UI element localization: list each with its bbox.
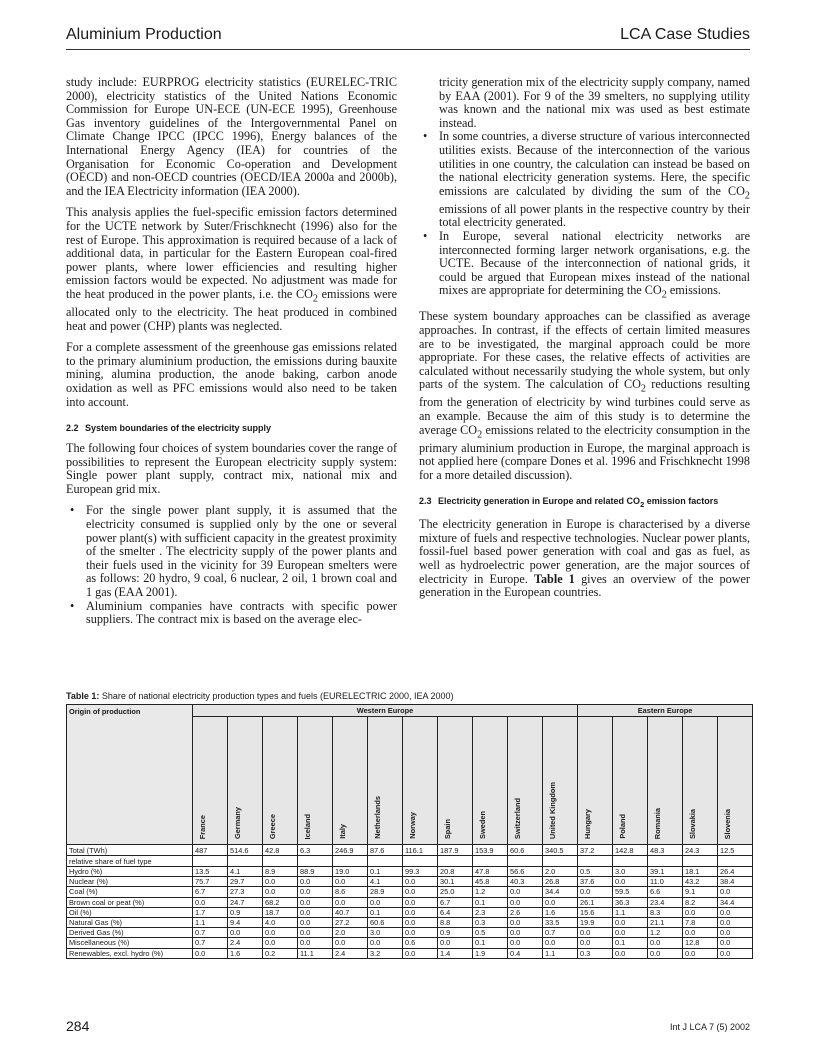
header-left-title: Aluminium Production: [66, 26, 222, 43]
table-cell: [613, 856, 648, 867]
paragraph: The electricity generation in Europe is characterised by a diverse mixture of fuels and respective technologies. Nuclear power plants, fossil-fuel based power generation with coal and gas as fuel, as well as hydroelectric power generation, are the major sources of electricity in Europe. Table 1 gives an overview of the power generation in the European countries.: [419, 517, 750, 600]
table-row: [67, 856, 753, 867]
list-item: • In Europe, several national electricity networks are interconnected forming larger network organisations, e.g. the UCTE. Because of the interconnection of national grids, it could be argued that European mixes instead of the national mixes are appropriate for determining the $CO_2$ emissions.: [419, 230, 750, 302]
table-row: [67, 948, 753, 958]
country-header: Switzerland: [508, 717, 543, 845]
table-row: [67, 877, 753, 887]
country-header: Italy: [333, 717, 368, 845]
country-header: Hungary: [578, 717, 613, 845]
table-cell: 59.5: [613, 887, 648, 897]
table-cell: 26.8: [543, 877, 578, 887]
region-eastern-europe: Eastern Europe: [578, 705, 753, 717]
table-cell: [683, 856, 718, 867]
right-column: [419, 76, 750, 608]
table-cell: 0.0: [543, 938, 578, 948]
country-header: Sweden: [473, 717, 508, 845]
table-cell: 0.0: [403, 897, 438, 907]
table-cell: 0.0: [403, 917, 438, 927]
table-row: [67, 897, 753, 907]
country-header: Netherlands: [368, 717, 403, 845]
table-cell: 60.6: [508, 845, 543, 856]
table-cell: 43.2: [683, 877, 718, 887]
table-cell: 0.7: [193, 938, 228, 948]
origin-header: Origin of production: [67, 705, 193, 845]
table-cell: 9.4: [228, 917, 263, 927]
section-heading: 2.3 Electricity generation in Europe and related $CO_2$ emission factors: [419, 496, 719, 510]
table-cell: 99.3: [403, 867, 438, 877]
table-cell: 1.6: [543, 907, 578, 917]
country-header: Poland: [613, 717, 648, 845]
table-cell: 340.5: [543, 845, 578, 856]
table-cell: 6.3: [298, 845, 333, 856]
table-cell: 0.0: [578, 928, 613, 938]
table-row: [67, 917, 753, 927]
table-1: [66, 690, 752, 959]
row-label: relative share of fuel type: [67, 856, 193, 867]
table-cell: [228, 856, 263, 867]
table-cell: 0.0: [683, 928, 718, 938]
table-cell: 0.0: [648, 948, 683, 958]
row-label: Miscellaneous (%): [67, 938, 193, 948]
table-cell: 11.0: [648, 877, 683, 887]
table-cell: 40.7: [333, 907, 368, 917]
country-header: Slovakia: [683, 717, 718, 845]
table-cell: 1.4: [438, 948, 473, 958]
table-cell: 0.7: [193, 928, 228, 938]
table-cell: 0.0: [298, 907, 333, 917]
table-cell: 0.0: [263, 877, 298, 887]
table-cell: 1.7: [193, 907, 228, 917]
table-cell: 7.8: [683, 917, 718, 927]
table-cell: [578, 856, 613, 867]
table-cell: 0.0: [298, 928, 333, 938]
table-cell: 19.0: [333, 867, 368, 877]
table-cell: 3.0: [613, 867, 648, 877]
table-cell: 2.6: [508, 907, 543, 917]
table-cell: 0.0: [508, 928, 543, 938]
table-cell: 19.9: [578, 917, 613, 927]
table-cell: 24.3: [683, 845, 718, 856]
table-cell: 1.1: [543, 948, 578, 958]
table-cell: 27.3: [228, 887, 263, 897]
table-cell: 2.3: [473, 907, 508, 917]
table-cell: 0.0: [508, 897, 543, 907]
table-cell: 0.0: [298, 877, 333, 887]
table-cell: 0.0: [298, 897, 333, 907]
table-cell: 142.8: [613, 845, 648, 856]
table-cell: 48.3: [648, 845, 683, 856]
table-cell: 0.1: [613, 938, 648, 948]
table-row: [67, 907, 753, 917]
table-cell: 153.9: [473, 845, 508, 856]
table-cell: 18.1: [683, 867, 718, 877]
table-cell: 20.8: [438, 867, 473, 877]
table-cell: 26.1: [578, 897, 613, 907]
table-cell: 68.2: [263, 897, 298, 907]
table-cell: 37.6: [578, 877, 613, 887]
table-cell: 0.0: [368, 938, 403, 948]
table-cell: 0.2: [263, 948, 298, 958]
table-cell: 75.7: [193, 877, 228, 887]
paragraph: This analysis applies the fuel-specific emission factors determined for the UCTE network by Suter/Frischknecht (1996) also for the rest of Europe. This approximation is required because of a lack of additional data, in particular for the Eastern European coal-fired power plants, where lower efficiencies and resulting higher emission factors would be expected. No adjustment was made for the heat produced in the power plants, i.e. the $CO_2$ emissions were allocated only to the electricity. The heat produced in combined heat and power (CHP) plants was neglected.: [66, 205, 397, 333]
list-item: • Aluminium companies have contracts with specific power suppliers. The contract mix is based on the average elec-: [66, 600, 397, 627]
table-cell: 0.0: [403, 928, 438, 938]
table-cell: 34.4: [543, 887, 578, 897]
table-cell: 0.0: [683, 948, 718, 958]
left-column: [66, 76, 397, 635]
table-cell: [298, 856, 333, 867]
region-western-europe: Western Europe: [193, 705, 578, 717]
table-cell: 9.1: [683, 887, 718, 897]
table-cell: 4.1: [228, 867, 263, 877]
table-cell: 15.6: [578, 907, 613, 917]
table-cell: 29.7: [228, 877, 263, 887]
table-cell: 0.0: [263, 887, 298, 897]
country-header: Germany: [228, 717, 263, 845]
table-cell: 37.2: [578, 845, 613, 856]
table-cell: 0.0: [403, 907, 438, 917]
table-cell: [508, 856, 543, 867]
row-label: Renewables, excl. hydro (%): [67, 948, 193, 958]
table-cell: 0.0: [403, 877, 438, 887]
table-cell: 3.0: [368, 928, 403, 938]
table-cell: 6.7: [193, 887, 228, 897]
table-cell: 56.6: [508, 867, 543, 877]
paragraph: These system boundary approaches can be classified as average approaches. In contrast, if the effects of certain limited measures are to be investigated, the marginal approach could be more appropriate. For these cases, the relative effects of activities are calculated without necessarily studying the whole system, but only parts of the system. The calculation of $CO_2$ reductions resulting from the generation of electricity by wind turbines could serve as an example. Because the aim of this study is to determine the average $CO_2$ emissions related to the electricity consumption in the primary aluminium production in Europe, the marginal approach is not applied here (compare Dones et al. 1996 and Frischknecht 1998 for a more detailed discussion).: [419, 309, 750, 482]
table-cell: 2.0: [543, 867, 578, 877]
page-number: 284: [66, 1018, 90, 1034]
table-cell: [193, 856, 228, 867]
table-cell: 0.0: [298, 917, 333, 927]
table-cell: 30.1: [438, 877, 473, 887]
table-cell: 1.1: [193, 917, 228, 927]
table-cell: 0.0: [263, 938, 298, 948]
table-cell: 0.0: [648, 938, 683, 948]
table-cell: 487: [193, 845, 228, 856]
table-cell: 0.6: [403, 938, 438, 948]
row-label: Derived Gas (%): [67, 928, 193, 938]
table-cell: 0.0: [613, 948, 648, 958]
table-cell: 0.1: [368, 907, 403, 917]
table-cell: 45.8: [473, 877, 508, 887]
journal-citation: Int J LCA 7 (5) 2002: [669, 1022, 750, 1032]
table-cell: 60.6: [368, 917, 403, 927]
table-cell: 33.5: [543, 917, 578, 927]
electricity-share-table: [66, 704, 753, 959]
table-row: [67, 867, 753, 877]
table-cell: 0.5: [473, 928, 508, 938]
country-header: United Kingdom: [543, 717, 578, 845]
country-header: Spain: [438, 717, 473, 845]
paragraph: tricity generation mix of the electricity supply company, named by EAA (2001). For 9 of the 39 smelters, no supplying utility was known and the national mix was used as best estimate instead.: [439, 75, 750, 130]
table-cell: 514.6: [228, 845, 263, 856]
table-cell: [543, 856, 578, 867]
page-footer: [66, 1018, 750, 1034]
table-cell: 0.0: [298, 938, 333, 948]
list-item: • In some countries, a diverse structure of various interconnected utilities exists. Because of the interconnection of the various utilities in one country, the calculation can instead be based on the national electricity generation systems. Here, the specific emissions are calculated by dividing the sum of the $CO_2$ emissions of all power plants in the respective country by their total electricity generated.: [419, 130, 750, 230]
table-cell: 8.3: [648, 907, 683, 917]
table-cell: 6.7: [438, 897, 473, 907]
table-cell: 24.7: [228, 897, 263, 907]
row-label: Brown coal or peat (%): [67, 897, 193, 907]
table-cell: [263, 856, 298, 867]
section-heading: 2.2 System boundaries of the electricity supply: [66, 423, 272, 434]
table-cell: 0.9: [438, 928, 473, 938]
table-cell: 21.1: [648, 917, 683, 927]
table-cell: 0.0: [718, 907, 753, 917]
table-cell: 1.2: [473, 887, 508, 897]
table-cell: 1.6: [228, 948, 263, 958]
row-label: Total (TWh): [67, 845, 193, 856]
list-item: • For the single power plant supply, it is assumed that the electricity consumed is supplied only by the one or several power plant(s) with sufficient capacity in the greatest proximity of the smelter . The electricity supply of the power plants and their fuels used in the vicinity for 39 European smelters were as follows: 20 hydro, 9 coal, 6 nuclear, 2 oil, 1 brown coal and 1 gas (EAA 2001).: [66, 504, 397, 599]
table-caption: Table 1: Share of national electricity production types and fuels (EURELECTRIC 2000, IEA 2000): [66, 691, 454, 701]
table-cell: 2.4: [228, 938, 263, 948]
table-row: [67, 845, 753, 856]
table-cell: 0.0: [718, 928, 753, 938]
table-cell: 6.4: [438, 907, 473, 917]
table-row: [67, 928, 753, 938]
row-label: Natural Gas (%): [67, 917, 193, 927]
table-cell: 0.0: [718, 887, 753, 897]
table-row: [67, 938, 753, 948]
table-cell: 40.3: [508, 877, 543, 887]
country-header: France: [193, 717, 228, 845]
table-cell: 0.7: [543, 928, 578, 938]
table-cell: 8.9: [263, 867, 298, 877]
table-cell: 0.0: [193, 897, 228, 907]
table-cell: 12.8: [683, 938, 718, 948]
row-label: Coal (%): [67, 887, 193, 897]
table-cell: 0.4: [508, 948, 543, 958]
bullet-list: [66, 504, 397, 626]
country-header: Greece: [263, 717, 298, 845]
table-cell: 0.0: [193, 948, 228, 958]
country-header: Norway: [403, 717, 438, 845]
table-cell: 8.6: [333, 887, 368, 897]
table-cell: 1.9: [473, 948, 508, 958]
table-cell: 6.6: [648, 887, 683, 897]
table-cell: [473, 856, 508, 867]
paragraph: For a complete assessment of the greenhouse gas emissions related to the primary aluminium production, the emissions during bauxite mining, alumina production, the anode baking, carbon anode oxidation as well as PFC emissions would also need to be taken into account.: [66, 340, 397, 409]
table-cell: 0.0: [403, 887, 438, 897]
table-cell: 0.0: [508, 917, 543, 927]
table-cell: 27.2: [333, 917, 368, 927]
table-cell: 8.8: [438, 917, 473, 927]
table-row: [67, 887, 753, 897]
table-cell: 28.9: [368, 887, 403, 897]
table-cell: 0.0: [613, 877, 648, 887]
table-cell: 87.6: [368, 845, 403, 856]
table-cell: 0.0: [718, 917, 753, 927]
row-label: Nuclear (%): [67, 877, 193, 887]
table-cell: 11.1: [298, 948, 333, 958]
table-cell: 187.9: [438, 845, 473, 856]
table-cell: [403, 856, 438, 867]
table-cell: 0.0: [718, 938, 753, 948]
table-cell: 38.4: [718, 877, 753, 887]
table-cell: 0.0: [613, 917, 648, 927]
table-cell: 3.2: [368, 948, 403, 958]
table-cell: 0.0: [613, 928, 648, 938]
table-cell: 0.0: [403, 948, 438, 958]
table-cell: 4.0: [263, 917, 298, 927]
table-cell: [718, 856, 753, 867]
table-cell: 246.9: [333, 845, 368, 856]
table-cell: 0.0: [333, 938, 368, 948]
table-cell: 88.9: [298, 867, 333, 877]
table-cell: 18.7: [263, 907, 298, 917]
table-cell: 0.0: [543, 897, 578, 907]
table-cell: 23.4: [648, 897, 683, 907]
country-header: Slovenia: [718, 717, 753, 845]
row-label: Oil (%): [67, 907, 193, 917]
table-cell: 0.0: [228, 928, 263, 938]
paragraph: study include: EURPROG electricity statistics (EURELEC-TRIC 2000), electricity statistics of the United Nations Economic Commission for Europe UN-ECE (UN-ECE 1995), Greenhouse Gas inventory guidelines of the Intergovernmental Panel on Climate Change IPCC (IPCC 1996), Energy balances of the International Energy Agency (IEA) for countries of the Organisation for Economic Co-operation and Development (OECD) and non-OECD countries (OECD/IEA 2000a and 2000b), and the IEA Electricity information (IEA 2000).: [66, 75, 397, 198]
header-right-title: LCA Case Studies: [620, 26, 750, 43]
country-header: Romania: [648, 717, 683, 845]
table-cell: 36.3: [613, 897, 648, 907]
table-cell: 0.3: [578, 948, 613, 958]
table-cell: 39.1: [648, 867, 683, 877]
table-cell: 1.1: [613, 907, 648, 917]
table-cell: 0.1: [473, 938, 508, 948]
table-cell: 0.5: [578, 867, 613, 877]
table-cell: 0.9: [228, 907, 263, 917]
table-cell: 0.0: [298, 887, 333, 897]
table-cell: 0.0: [368, 897, 403, 907]
table-cell: 116.1: [403, 845, 438, 856]
table-cell: 0.0: [718, 948, 753, 958]
table-cell: 0.0: [578, 938, 613, 948]
table-cell: 1.2: [648, 928, 683, 938]
table-cell: 42.8: [263, 845, 298, 856]
table-cell: 0.3: [473, 917, 508, 927]
table-cell: 0.0: [263, 928, 298, 938]
table-cell: 0.0: [438, 938, 473, 948]
country-header: Iceland: [298, 717, 333, 845]
table-cell: 0.0: [508, 938, 543, 948]
table-cell: 8.2: [683, 897, 718, 907]
table-cell: 25.0: [438, 887, 473, 897]
paragraph: The following four choices of system boundaries cover the range of possibilities to represent the European electricity supply system: Single power plant supply, contract mix, national mix and European grid mix.: [66, 441, 397, 496]
table-cell: 13.5: [193, 867, 228, 877]
table-cell: 34.4: [718, 897, 753, 907]
table-cell: 2.0: [333, 928, 368, 938]
running-header: [66, 24, 750, 50]
row-label: Hydro (%): [67, 867, 193, 877]
table-cell: 0.0: [508, 887, 543, 897]
table-cell: 12.5: [718, 845, 753, 856]
table-cell: [648, 856, 683, 867]
table-cell: 0.0: [333, 897, 368, 907]
table-cell: 0.0: [683, 907, 718, 917]
table-cell: 0.0: [333, 877, 368, 887]
table-cell: [333, 856, 368, 867]
table-cell: 0.1: [368, 867, 403, 877]
bullet-list: [419, 130, 750, 302]
table-cell: 0.1: [473, 897, 508, 907]
table-cell: [368, 856, 403, 867]
table-cell: 4.1: [368, 877, 403, 887]
table-cell: [438, 856, 473, 867]
table-cell: 26.4: [718, 867, 753, 877]
table-cell: 47.8: [473, 867, 508, 877]
table-cell: 0.0: [578, 887, 613, 897]
table-cell: 2.4: [333, 948, 368, 958]
